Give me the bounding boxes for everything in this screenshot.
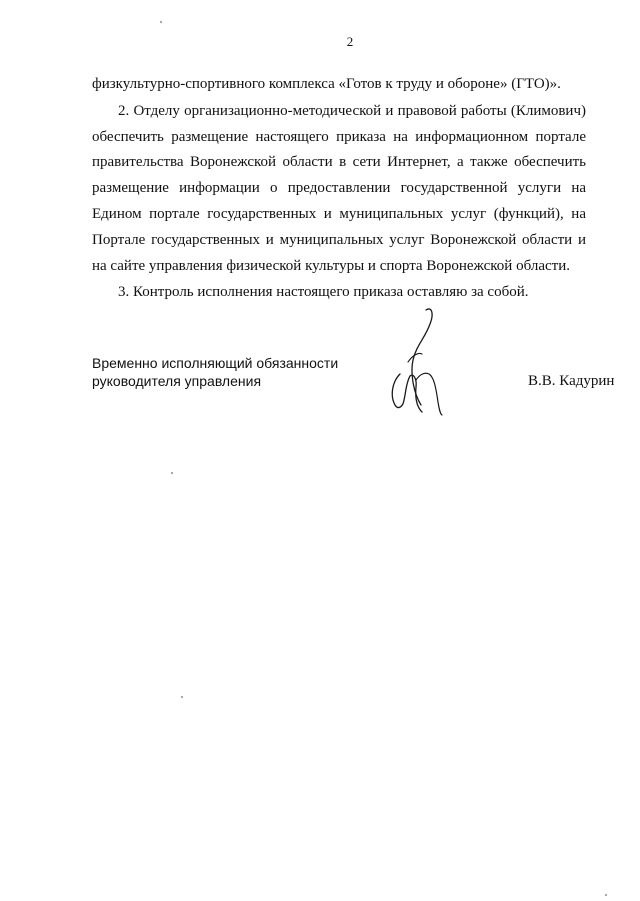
scan-speck — [181, 696, 183, 698]
signer-title-line-2: руководителя управления — [92, 373, 262, 389]
document-body — [92, 72, 586, 306]
scan-speck — [160, 21, 162, 23]
signer-name: В.В. Кадурин — [528, 373, 615, 389]
scan-speck — [605, 894, 607, 896]
paragraph-continuation: физкультурно-спортивного комплекса «Готов к труду и обороне» (ГТО)». — [92, 76, 561, 92]
scan-speck — [171, 472, 173, 474]
signature-block — [92, 354, 615, 390]
signer-title-line-1: Временно исполняющий обязанности — [92, 355, 339, 371]
paragraph-item-2: 2. Отделу организационно-методической и правовой работы (Климович) обеспечить размещение настоящего приказа на информационном портале правительства Воронежской области в сети Интернет, а также обеспечить размещение информации о предоставлении государственной услуги на Едином портале государственных и муниципальных услуг (функций), на Портале государственных и муниципальных услуг Воронежской области и на сайте управления физической культуры и спорта Воронежской области. — [92, 102, 586, 274]
handwritten-signature — [388, 304, 444, 416]
paragraph-item-3: 3. Контроль исполнения настоящего приказа оставляю за собой. — [118, 284, 529, 301]
page-number: 2 — [346, 34, 354, 49]
